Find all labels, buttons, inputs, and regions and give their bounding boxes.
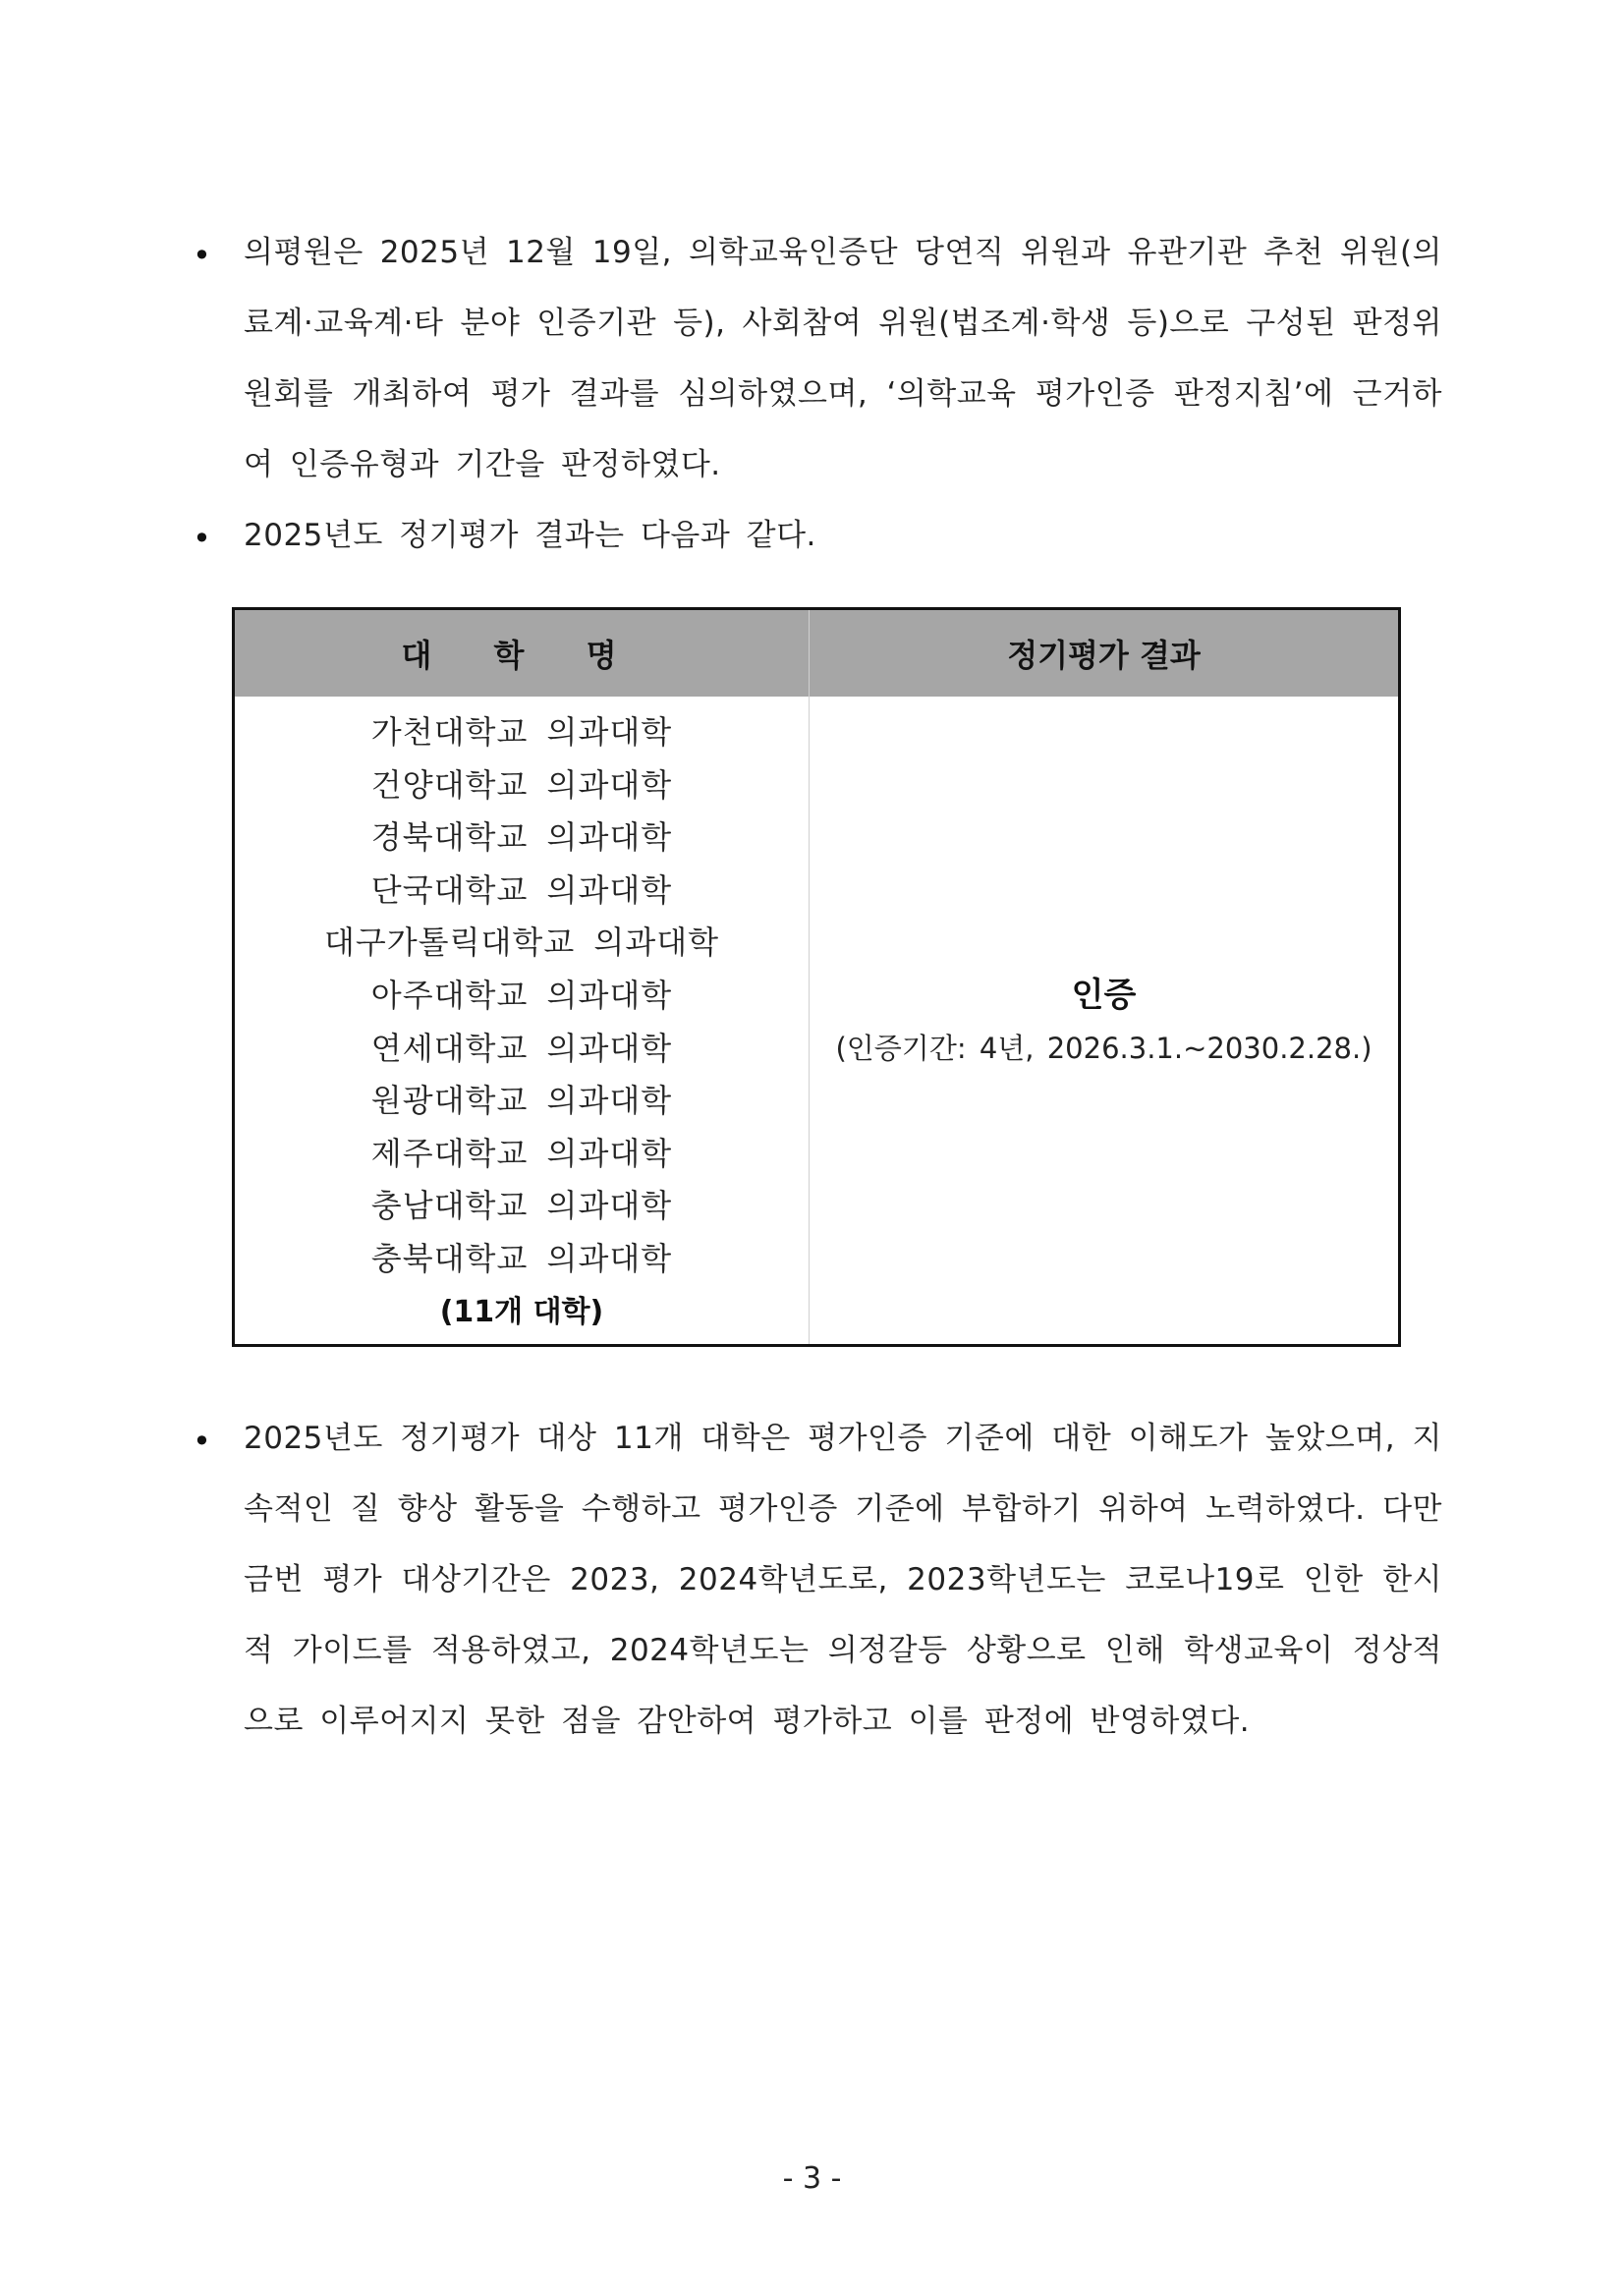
paragraph-evaluation-summary: 2025년도 정기평가 대상 11개 대학은 평가인증 기준에 대한 이해도가 높았으며, 지속적인 질 향상 활동을 수행하고 평가인증 기준에 부합하기 위하여 노력하였다. 다만 금번 평가 대상기간은 2023, 2024학년도로, 2023학년도는 코로나19로 인한 한시적 가이드를 적용하였고, 2024학년도는 의정갈등 상황으로 인해 학생교육이 정상적으로 이루어지지 못한 점을 감안하여 평가하고 이를 판정에 반영하였다. (244, 1421, 1442, 1739)
result-label: 인증 (1071, 975, 1137, 1015)
university-name: 충남대학교 의과대학 (370, 1187, 673, 1225)
results-table (232, 607, 1401, 1347)
university-name: 가천대학교 의과대학 (370, 713, 673, 751)
university-name: 경북대학교 의과대학 (370, 818, 673, 857)
table-row (234, 697, 1400, 1346)
university-name: 제주대학교 의과대학 (370, 1134, 673, 1172)
header-result: 정기평가 결과 (810, 609, 1400, 698)
university-list-cell (234, 697, 810, 1346)
paragraph-results-intro: 2025년도 정기평가 결과는 다음과 같다. (244, 518, 816, 553)
paragraph-committee: 의평원은 2025년 12월 19일, 의학교육인증단 당연직 위원과 유관기관 추천 위원(의료계·교육계·타 분야 인증기관 등), 사회참여 위원(법조계·학생 등)으로 구성된 판정위원회를 개최하여 평가 결과를 심의하였으며, ‘의학교육 평가인증 판정지침’에 근거하여 인증유형과 기간을 판정하였다. (244, 235, 1442, 482)
bullet-icon: • (193, 237, 211, 274)
result-cell (810, 697, 1400, 1346)
university-name: 건양대학교 의과대학 (370, 765, 673, 804)
bullet-icon: • (193, 520, 211, 557)
university-name: 충북대학교 의과대학 (370, 1239, 673, 1277)
university-name: 단국대학교 의과대학 (370, 870, 673, 909)
table-header-row (234, 609, 1400, 698)
page-number: - 3 - (782, 2161, 842, 2196)
university-count: (11개 대학) (439, 1294, 604, 1329)
university-name: 대구가톨릭대학교 의과대학 (323, 924, 720, 962)
bullet-icon: • (193, 1423, 211, 1460)
result-period: (인증기간: 4년, 2026.3.1.~2030.2.28.) (835, 1031, 1372, 1065)
header-university-name: 대 학 명 (234, 609, 810, 698)
university-name: 아주대학교 의과대학 (370, 976, 673, 1014)
university-name: 연세대학교 의과대학 (370, 1029, 673, 1067)
university-name: 원광대학교 의과대학 (370, 1082, 673, 1120)
